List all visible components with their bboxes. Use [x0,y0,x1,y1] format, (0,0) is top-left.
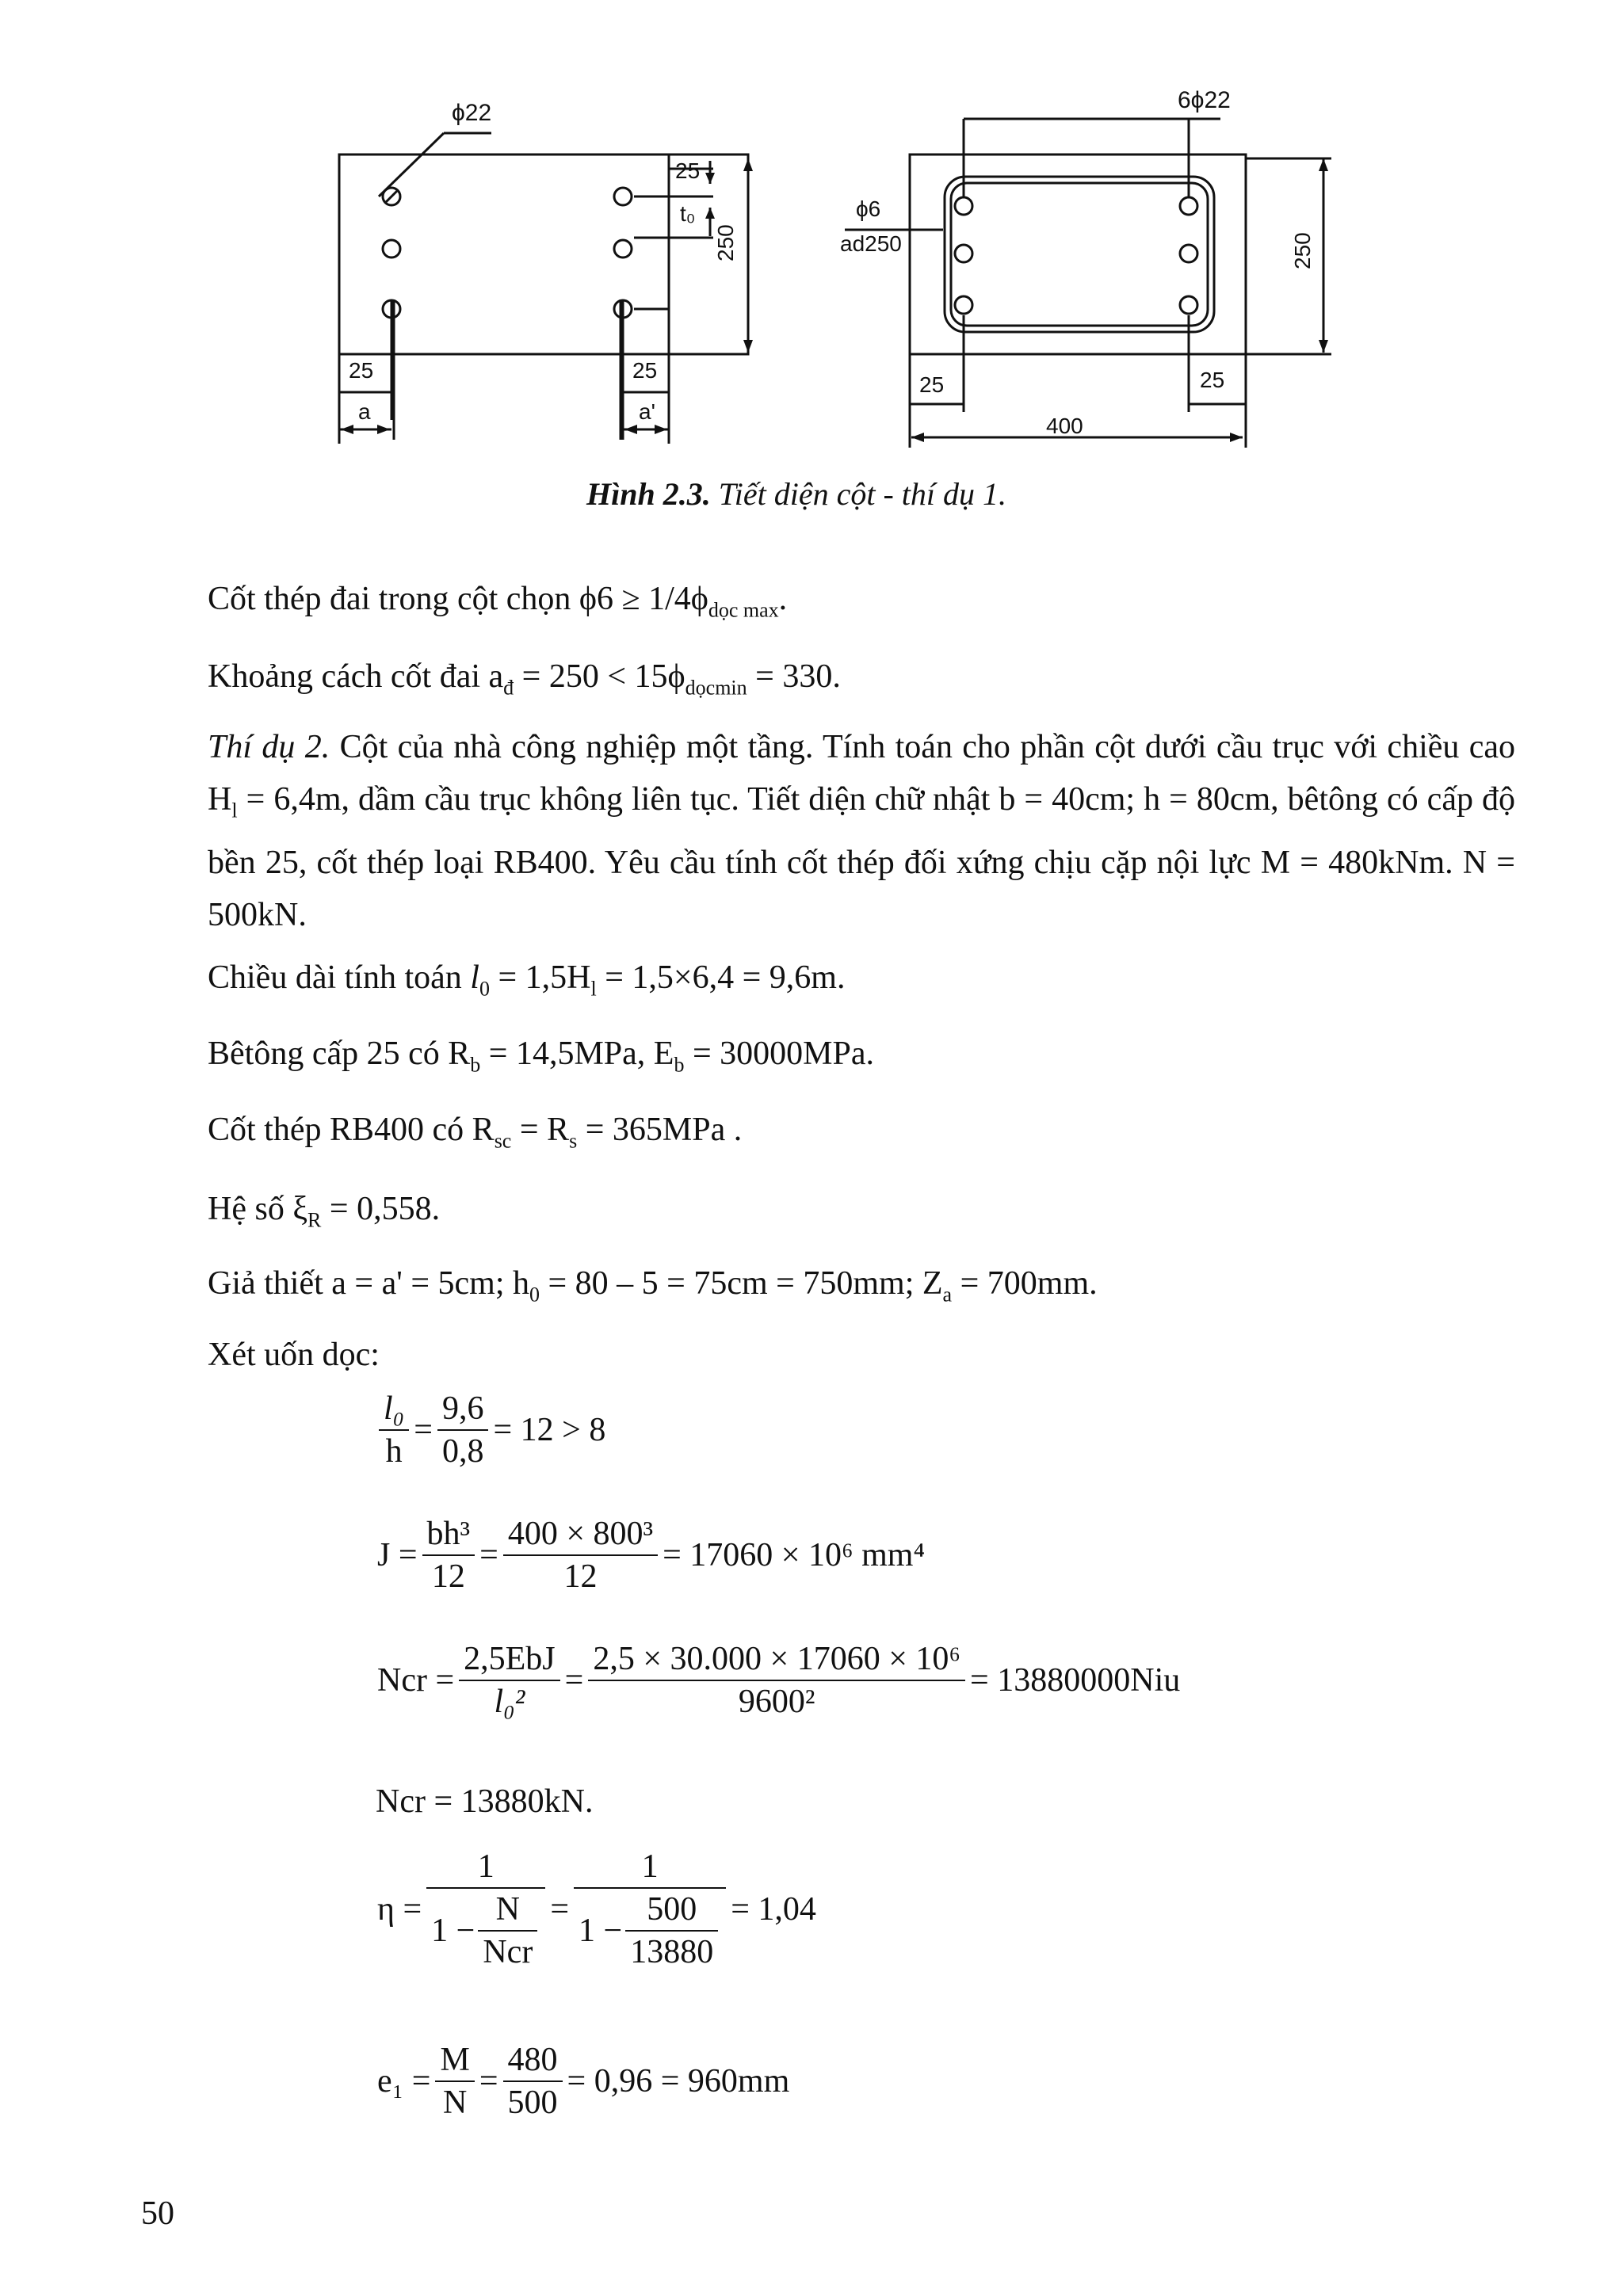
paragraph-concrete: Bêtông cấp 25 có $R_b = 14,5MPa$, $E_b = 30000MPa$. [208,1035,874,1077]
right-dim-25-right: 25 [1200,368,1225,392]
left-dim-t0: t₀ [680,201,696,226]
equation-slenderness: $\frac{\text{l₀}}{h}$ = $\frac{9,6}{0,8}$ = 12 > 8 [376,1388,607,1472]
left-dim-a-prime: a' [639,399,655,424]
equation-eccentricity: e₁ = $\frac{M}{N}$ = $\frac{480}{500}$ = 0,96 = 960mm [376,2039,791,2123]
left-dim-25-left: 25 [349,358,374,383]
paragraph-xi-r: Hệ số $\xi_R = 0,558$. [208,1191,441,1232]
equation-critical-force: Ncr = $\frac{\text{2,5EbJ}}{\text{l₀²}}$ = $\frac{\text{2,5 × 30.000 × 17060 × 10⁶}}{\text{9600²}}$ = 13880000Niu [376,1638,1182,1722]
right-spacing-label: ad250 [840,231,902,256]
right-dim-25-left: 25 [919,372,945,397]
paragraph-steel: Cốt thép RB400 có $R_{sc} = R_s = 365MPa$ . [208,1112,743,1153]
left-section-outline [339,154,748,354]
caption-label: Hình 2.3. [586,476,711,512]
left-dim-25-right: 25 [632,358,658,383]
right-dim-400: 400 [1046,414,1083,438]
paragraph-example-2: Thí dụ 2. Cột của nhà công nghiệp một tầng. Tính toán cho phần cột dưới cầu trục với chiều cao $H_l = 6,4m$, dầm cầu trục không liên tục. Tiết diện chữ nhật b = 40cm; h = 80cm, bêtông có cấp độ bền 25, cốt thép loại RB400. Yêu cầu tính cốt thép đối xứng chịu cặp nội lực M = 480kNm. N = 500kN. [208,729,1516,934]
figure-caption [586,475,1006,513]
caption-text: Tiết diện cột - thí dụ 1. [710,476,1007,512]
left-dim-250: 250 [713,224,738,261]
equation-inertia: J = $\frac{\text{bh³}}{12}$ = $\frac{\text{400 × 800³}}{12}$ = 17060 × 10⁶ mm⁴ [376,1513,926,1597]
stirrup-outer [945,177,1214,332]
figure-column-sections [0,0,1623,523]
right-stirrup-label: ϕ6 [856,196,881,221]
paragraph-stirrup-choice: Cốt thép đai trong cột chọn $\phi 6 \ge 1/4\phi_{dọc max}$. [208,581,788,622]
paragraph-effective-length: Chiều dài tính toán $l_0 = 1,5H_l = 1,5\times 6,4 = 9,6m$. [208,959,846,1001]
equation-eta: η = 1 1 − $\frac{N}{\text{Ncr}}$ = 1 1 − $\frac{500}{13880}$ = 1,04 [376,1846,818,1973]
page-number: 50 [141,2195,174,2232]
left-dim-a: a [358,399,371,424]
paragraph-buckling-heading: Xét uốn dọc: [208,1337,380,1373]
right-dim-250: 250 [1290,232,1315,269]
paragraph-stirrup-spacing: Khoảng cách cốt đai $a_đ = 250 < 15\phi_{dọcmin} = 330$. [208,658,841,700]
stirrup-inner [951,183,1208,326]
left-dim-25-top: 25 [675,158,701,183]
equation-ncr-result: Ncr = 13880kN. [376,1783,594,1820]
paragraph-assumption: Giả thiết a = a' = 5cm; $h_0 = 80 - 5 = 75cm = 750mm$; $Z_a = 700mm$. [208,1265,1098,1306]
left-phi-label: ϕ22 [452,100,492,126]
right-phi-label: 6ϕ22 [1178,87,1231,113]
